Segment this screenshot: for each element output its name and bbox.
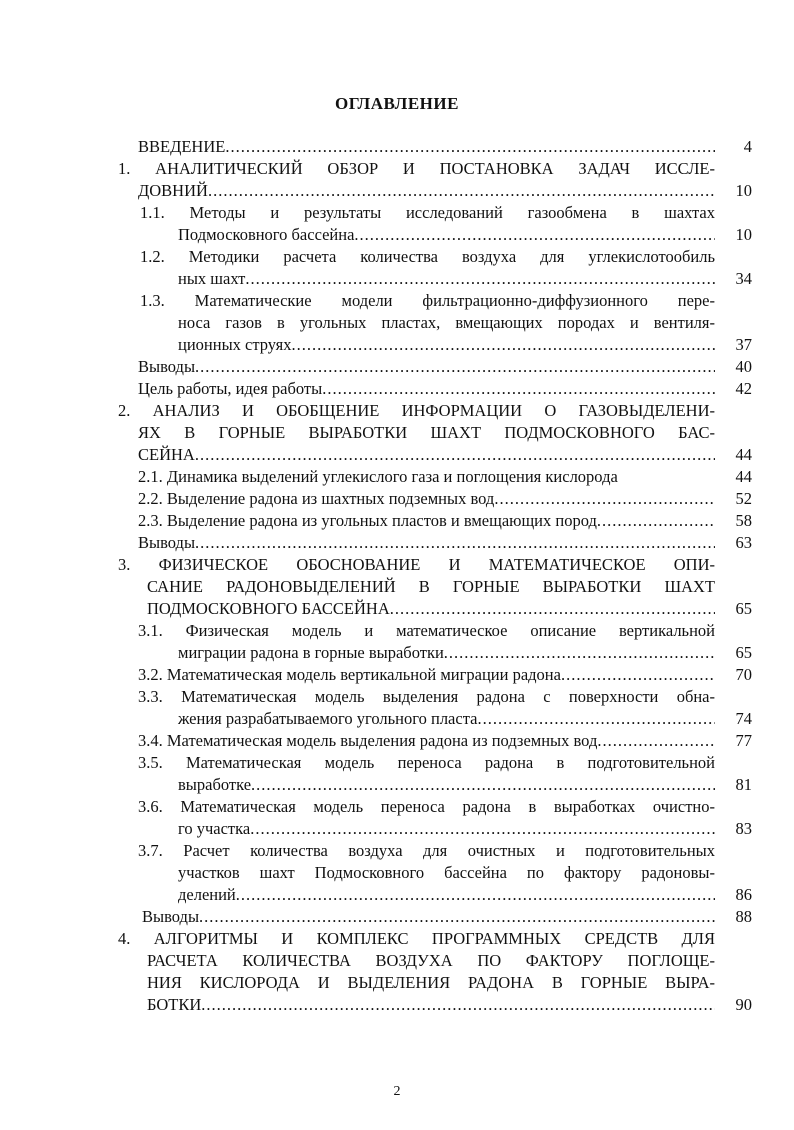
toc-entry (118, 906, 752, 928)
toc-entry-text: 3.7. Расчет количества воздуха для очистных и подготовительных (138, 841, 715, 860)
toc-entry-title (118, 686, 752, 708)
toc-entry-title (118, 488, 752, 510)
toc-entry (118, 246, 752, 290)
toc-page-number: 44 (735, 445, 752, 464)
toc-entry-text: БОТКИ (147, 995, 202, 1014)
toc-entry-title-continued (118, 312, 752, 334)
dot-leader (208, 180, 715, 202)
toc-entry-text: выработке (178, 775, 252, 794)
toc-entry (118, 730, 752, 752)
toc-entry-text: 3. ФИЗИЧЕСКОЕ ОБОСНОВАНИЕ И МАТЕМАТИЧЕСКОЕ ОПИ- (118, 555, 715, 574)
dot-leader (390, 598, 715, 620)
toc-entry-title (118, 620, 752, 642)
page-number: 2 (393, 1084, 401, 1099)
toc-entry-title-continued (118, 862, 752, 884)
toc-page-number: 65 (735, 599, 752, 618)
toc-entry-text: НИЯ КИСЛОРОДА И ВЫДЕЛЕНИЯ РАДОНА В ГОРНЫЕ ВЫРА- (147, 973, 715, 992)
toc-entry-title (118, 752, 752, 774)
toc-entry-text: участков шахт Подмосковного бассейна по фактору радоновы- (178, 863, 715, 882)
toc-entry-title (118, 290, 752, 312)
toc-entry-title (118, 664, 752, 686)
toc-page-number: 86 (735, 885, 752, 904)
toc-entry-title (118, 796, 752, 818)
toc-entry-title (118, 928, 752, 950)
toc-entry-text: 1.2. Методики расчета количества воздуха для углекислотообиль (140, 247, 715, 266)
toc-entry-text: Цель работы, идея работы (138, 379, 323, 398)
toc-entry (118, 136, 752, 158)
toc-entry-text: 2.1. Динамика выделений углекислого газа и поглощения кислорода (138, 467, 618, 486)
toc-entry-text: 3.2. Математическая модель вертикальной миграции радона (138, 665, 561, 684)
toc-entry-text: 3.5. Математическая модель переноса радона в подготовительной (138, 753, 715, 772)
toc-entry-title (118, 378, 752, 400)
toc-entry-title-continued (118, 334, 752, 356)
toc-page-number: 74 (735, 709, 752, 728)
toc-entry (118, 664, 752, 686)
toc-entry-title-continued (118, 422, 752, 444)
toc-entry-title-continued (118, 180, 752, 202)
toc-entry-title-continued (118, 884, 752, 906)
toc-entry-text: жения разрабатываемого угольного пласта (178, 709, 478, 728)
toc-entry (118, 928, 752, 1016)
toc-entry-title-continued (118, 972, 752, 994)
toc-entry-text: 3.4. Математическая модель выделения радона из подземных вод (138, 731, 598, 750)
toc-entry-title (118, 906, 752, 928)
dot-leader (561, 664, 715, 686)
toc-page-number: 10 (735, 225, 752, 244)
dot-leader (251, 774, 715, 796)
toc-page-number: 88 (735, 907, 752, 926)
toc-entry (118, 158, 752, 202)
toc-entry-title (118, 136, 752, 158)
toc-entry-text: делений (178, 885, 236, 904)
dot-leader (494, 488, 715, 510)
toc-entry-title-continued (118, 818, 752, 840)
toc-page-number: 81 (735, 775, 752, 794)
page-title: ОГЛАВЛЕНИЕ (335, 94, 459, 113)
dot-leader (250, 818, 715, 840)
dot-leader (225, 136, 715, 158)
toc-entry-text: 2.2. Выделение радона из шахтных подземных вод (138, 489, 495, 508)
toc-entry-title (118, 158, 752, 180)
toc-page-number: 42 (735, 379, 752, 398)
dot-leader (291, 334, 715, 356)
dot-leader (597, 730, 715, 752)
toc-entry (118, 466, 752, 488)
toc-entry-title (118, 202, 752, 224)
toc-entry (118, 620, 752, 664)
toc-entry-text: Выводы (142, 907, 200, 926)
toc-entry (118, 356, 752, 378)
toc-entry-text: Выводы (138, 357, 196, 376)
toc-entry (118, 840, 752, 906)
toc-entry (118, 752, 752, 796)
dot-leader (236, 884, 715, 906)
toc-entry-title (118, 466, 752, 488)
toc-page-number: 52 (735, 489, 752, 508)
toc-entry-text: 3.3. Математическая модель выделения радона с поверхности обна- (138, 687, 715, 706)
toc-page-number: 4 (743, 137, 752, 156)
toc-page-number: 83 (735, 819, 752, 838)
toc-entry-title-continued (118, 444, 752, 466)
toc-entry-text: 2.3. Выделение радона из угольных пластов и вмещающих пород (138, 511, 597, 530)
toc-entry-text: го участка (178, 819, 251, 838)
toc-entry-title (118, 840, 752, 862)
toc-entry (118, 290, 752, 356)
toc-entry-text: носа газов в угольных пластах, вмещающих породах и вентиля- (178, 313, 715, 332)
dot-leader (354, 224, 715, 246)
dot-leader (322, 378, 715, 400)
toc-page-number: 58 (735, 511, 752, 530)
toc-entry-title-continued (118, 224, 752, 246)
toc-entry-title (118, 356, 752, 378)
toc-entry-text: миграции радона в горные выработки (178, 643, 444, 662)
dot-leader (477, 708, 715, 730)
toc-entry-text: 1.3. Математические модели фильтрационно-диффузионного пере- (140, 291, 715, 310)
toc-entry-title (118, 246, 752, 268)
toc-page-number: 40 (735, 357, 752, 376)
dot-leader (201, 994, 715, 1016)
toc-entry (118, 202, 752, 246)
toc-entry (118, 532, 752, 554)
dot-leader (199, 906, 715, 928)
toc-entry-title-continued (118, 950, 752, 972)
toc-page-number: 90 (735, 995, 752, 1014)
toc-page-number: 10 (735, 181, 752, 200)
toc-entry (118, 510, 752, 532)
toc-entry-text: ных шахт (178, 269, 246, 288)
toc-entry (118, 488, 752, 510)
toc-entry-text: ДОВНИЙ (138, 181, 208, 200)
toc-entry-text: ВВЕДЕНИЕ (138, 137, 226, 156)
toc-entry-text: СЕЙНА (138, 445, 195, 464)
toc-entry-title-continued (118, 774, 752, 796)
toc-entry-text: 3.1. Физическая модель и математическое описание вертикальной (138, 621, 715, 640)
dot-leader (195, 356, 715, 378)
toc-page-number: 44 (735, 467, 752, 486)
toc-entry-text: 1.1. Методы и результаты исследований газообмена в шахтах (140, 203, 715, 222)
toc-entry-title-continued (118, 268, 752, 290)
toc-entry-title-continued (118, 994, 752, 1016)
toc-page-number: 65 (735, 643, 752, 662)
toc-entry-title (118, 554, 752, 576)
table-of-contents (118, 136, 752, 1016)
toc-entry-title (118, 730, 752, 752)
toc-page-number: 70 (735, 665, 752, 684)
toc-entry-text: 3.6. Математическая модель переноса радона в выработках очистно- (138, 797, 715, 816)
toc-entry-title-continued (118, 576, 752, 598)
toc-page-number: 77 (735, 731, 752, 750)
toc-entry-title-continued (118, 598, 752, 620)
toc-entry (118, 378, 752, 400)
toc-entry-title (118, 400, 752, 422)
toc-entry-title (118, 510, 752, 532)
toc-page-number: 34 (735, 269, 752, 288)
toc-entry-title (118, 532, 752, 554)
toc-entry (118, 400, 752, 466)
toc-entry-title-continued (118, 708, 752, 730)
toc-entry-text: ционных струях (178, 335, 292, 354)
toc-entry-text: ПОДМОСКОВНОГО БАССЕЙНА (147, 599, 390, 618)
toc-entry-text: Выводы (138, 533, 196, 552)
dot-leader (597, 510, 715, 532)
toc-entry-text: Подмосковного бассейна (178, 225, 355, 244)
toc-entry-text: САНИЕ РАДОНОВЫДЕЛЕНИЙ В ГОРНЫЕ ВЫРАБОТКИ ШАХТ (147, 577, 715, 596)
dot-leader (195, 532, 715, 554)
toc-entry-text: 1. АНАЛИТИЧЕСКИЙ ОБЗОР И ПОСТАНОВКА ЗАДАЧ ИССЛЕ- (118, 159, 715, 178)
toc-entry-text: ЯХ В ГОРНЫЕ ВЫРАБОТКИ ШАХТ ПОДМОСКОВНОГО БАС- (138, 423, 715, 442)
dot-leader (245, 268, 715, 290)
toc-entry (118, 796, 752, 840)
toc-entry-text: 2. АНАЛИЗ И ОБОБЩЕНИЕ ИНФОРМАЦИИ О ГАЗОВЫДЕЛЕНИ- (118, 401, 715, 420)
toc-entry-text: 4. АЛГОРИТМЫ И КОМПЛЕКС ПРОГРАММНЫХ СРЕДСТВ ДЛЯ (118, 929, 715, 948)
dot-leader (195, 444, 715, 466)
toc-entry (118, 554, 752, 620)
toc-entry-title-continued (118, 642, 752, 664)
toc-page-number: 37 (735, 335, 752, 354)
toc-entry (118, 686, 752, 730)
toc-page-number: 63 (735, 533, 752, 552)
toc-entry-text: РАСЧЕТА КОЛИЧЕСТВА ВОЗДУХА ПО ФАКТОРУ ПОГЛОЩЕ- (147, 951, 715, 970)
dot-leader (444, 642, 715, 664)
